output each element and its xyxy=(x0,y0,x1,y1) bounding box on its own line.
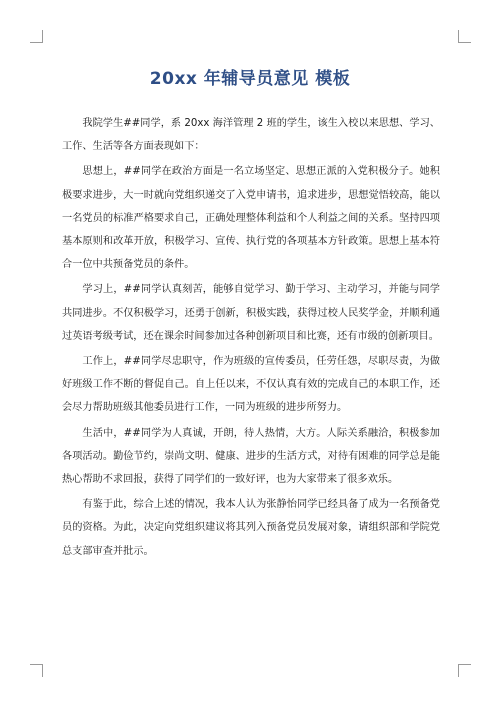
corner-mark-bottom-left xyxy=(30,664,43,677)
corner-mark-top-left xyxy=(30,30,43,43)
paragraph-work: 工作上，##同学尽忠职守，作为班级的宣传委员，任劳任怨，尽职尽责，为做好班级工作不断的督促自己。自上任以来，不仅认真有效的完成自己的本职工作，还会尽力帮助班级其他委员进行工作，一同为班级的进步所努力。 xyxy=(62,356,440,414)
paragraph-life: 生活中，##同学为人真诚，开朗，待人热情，大方。人际关系融洽，积极参加各项活动。勤俭节约，崇尚文明、健康、进步的生活方式，对待有困难的同学总是能热心帮助不求回报，获得了同学们的一致好评，也为大家带来了很多欢乐。 xyxy=(62,427,440,486)
paragraph-study: 学习上，##同学认真刻苦，能够自觉学习、勤于学习、主动学习，并能与同学共同进步。不仅积极学习，还勇于创新，积极实践，获得过校人民奖学金，并顺利通过英语考级考试，还在课余时间参加过各种创新项目和比赛，还有市级的创新项目。 xyxy=(62,284,440,342)
document-title: 20xx 年辅导员意见 模板 xyxy=(149,69,351,89)
document-body xyxy=(62,112,440,565)
corner-mark-top-right xyxy=(458,30,471,43)
paragraph-ideology: 思想上，##同学在政治方面是一名立场坚定、思想正派的入党积极分子。她积极要求进步，大一时就向党组织递交了入党申请书，追求进步，思想觉悟较高，能以一名党员的标准严格要求自己，正确处理整体利益和个人利益之间的关系。坚持四项基本原则和改革开放，积极学习、宣传、执行党的各项基本方针政策。思想上基本符合一位中共预备党员的条件。 xyxy=(62,166,440,271)
paragraph-intro: 我院学生##同学，系 20xx 海洋管理 2 班的学生，该生入校以来思想、学习、工作、生活等各方面表现如下： xyxy=(62,118,440,153)
corner-mark-bottom-right xyxy=(458,664,471,677)
paragraph-conclusion: 有鉴于此，综合上述的情况，我本人认为张静怡同学已经具备了成为一名预备党员的资格。为此，决定向党组织建议将其列入预备党员发展对象，请组织部和学院党总支部审查并批示。 xyxy=(62,499,440,557)
